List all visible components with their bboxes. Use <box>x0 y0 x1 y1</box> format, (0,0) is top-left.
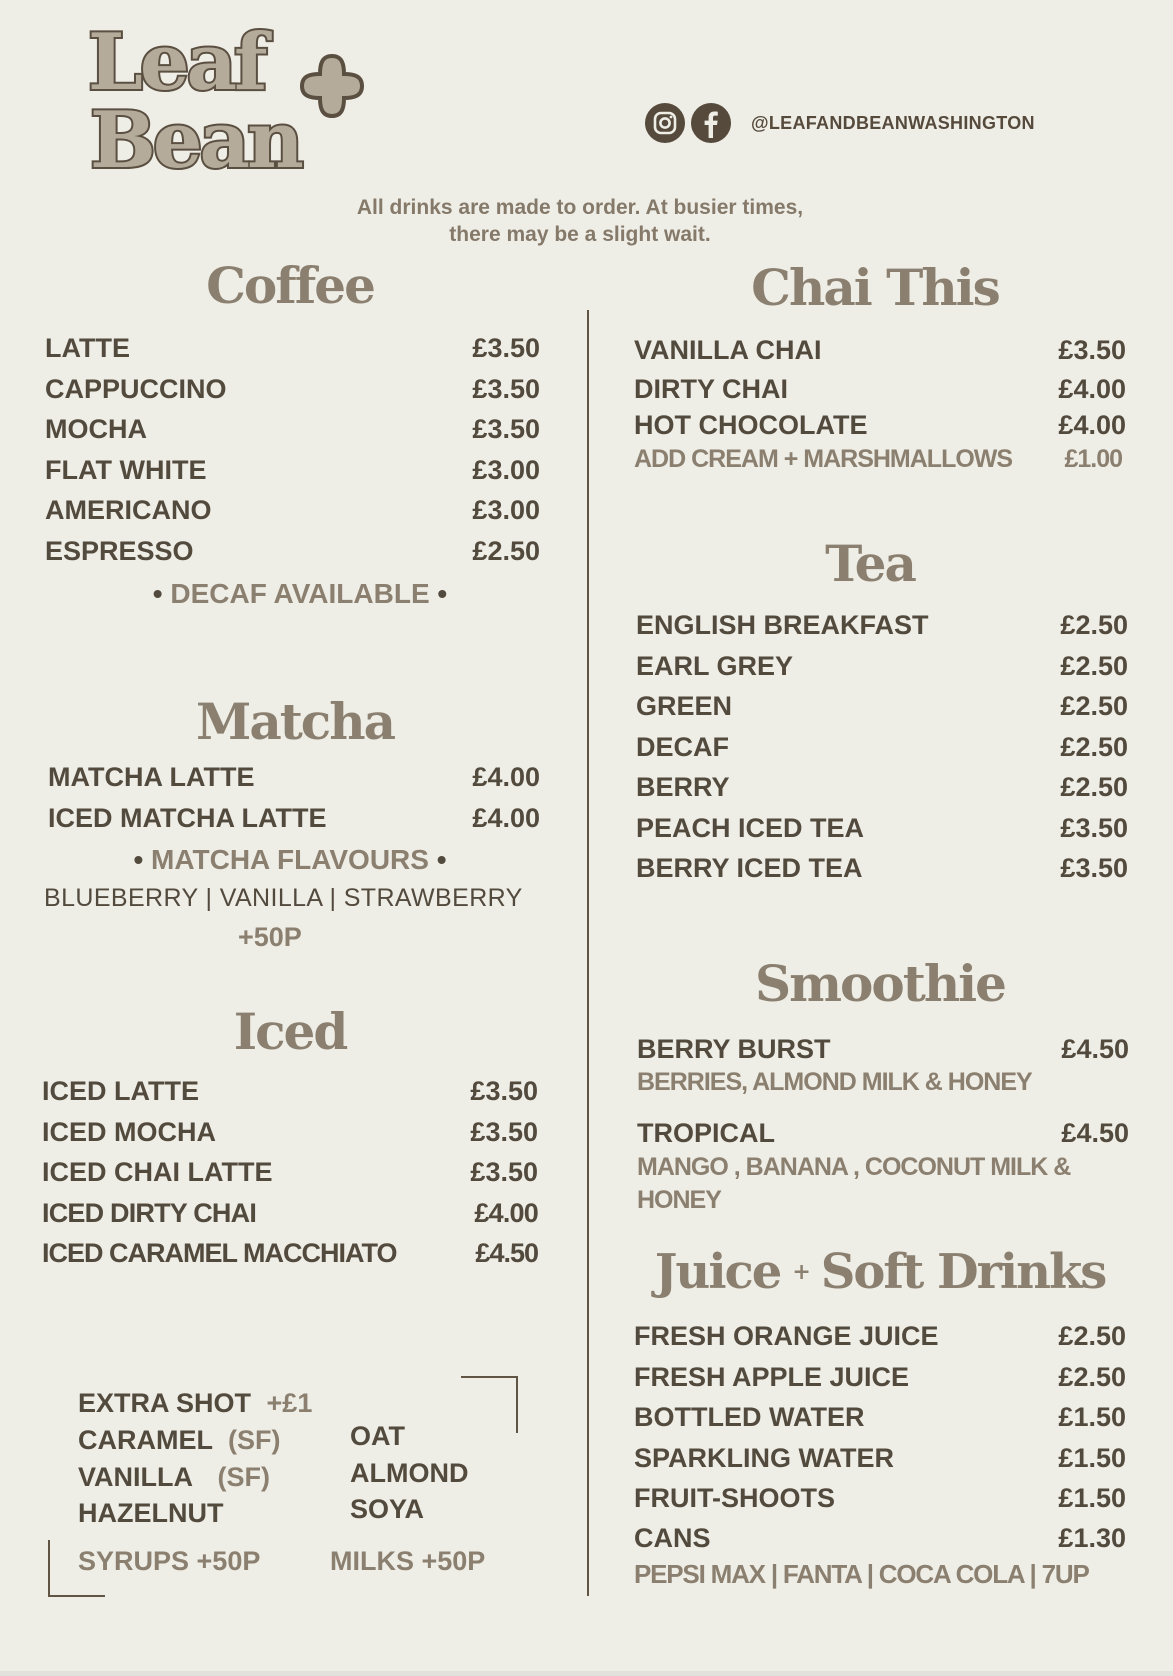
frame-corner-top-right <box>461 1376 518 1433</box>
item-name: FRESH ORANGE JUICE <box>634 1321 939 1351</box>
bullet: • <box>133 844 144 875</box>
item-name: VANILLA CHAI <box>634 335 822 365</box>
item-price: £4.00 <box>1058 409 1126 440</box>
syrup-item <box>78 1495 281 1532</box>
item-name: ICED CHAI LATTE <box>42 1157 273 1187</box>
item-name: CAPPUCCINO <box>45 373 227 404</box>
item-price: £1.50 <box>1058 1402 1126 1432</box>
item-price: £1.30 <box>1058 1522 1126 1553</box>
facebook-icon[interactable] <box>691 103 731 143</box>
item-name: DECAF <box>636 731 729 762</box>
item-name: MOCHA <box>45 414 147 444</box>
title-part1: Juice <box>654 1244 781 1300</box>
item-description: BERRIES, ALMOND MILK & HONEY <box>637 1068 1032 1096</box>
item-price: £3.00 <box>472 495 540 525</box>
bullet: • <box>152 578 163 609</box>
menu-item <box>636 808 1128 849</box>
syrup-name: CARAMEL <box>78 1425 213 1455</box>
section-title-chai: Chai This <box>751 258 999 317</box>
menu-item <box>634 407 1126 443</box>
item-price: £3.50 <box>1058 335 1126 365</box>
menu-item <box>636 686 1128 727</box>
menu-item <box>636 767 1128 808</box>
extra-shot-price: +£1 <box>266 1388 313 1418</box>
chai-list <box>634 330 1126 475</box>
syrups-price-label: SYRUPS +50P <box>78 1546 261 1576</box>
menu-item <box>45 409 540 450</box>
item-name: CANS <box>634 1522 711 1553</box>
item-price: £1.50 <box>1058 1483 1126 1513</box>
item-name: ENGLISH BREAKFAST <box>636 610 929 640</box>
matcha-flavours-label: MATCHA FLAVOURS <box>151 844 429 875</box>
item-price: £2.50 <box>1060 610 1128 640</box>
item-price: £3.50 <box>470 1116 538 1147</box>
coffee-list <box>45 328 540 571</box>
chai-addon <box>634 443 1126 475</box>
item-name: FRESH APPLE JUICE <box>634 1361 910 1392</box>
item-name: BERRY <box>636 772 730 802</box>
page-bottom-edge <box>0 1671 1173 1676</box>
matcha-flavours-title <box>80 844 500 876</box>
brand-logo <box>88 18 378 188</box>
menu-item <box>637 1115 1129 1151</box>
item-price: £3.50 <box>470 1157 538 1187</box>
item-price: £4.50 <box>1061 1034 1129 1064</box>
item-name: EARL GREY <box>636 650 794 681</box>
item-name: ICED LATTE <box>42 1076 199 1106</box>
syrup-item <box>78 1459 281 1496</box>
extra-shot <box>78 1385 312 1422</box>
syrup-name: VANILLA <box>78 1461 192 1492</box>
bullet: • <box>436 844 447 875</box>
item-name: DIRTY CHAI <box>634 373 789 404</box>
item-name: FRUIT-SHOOTS <box>634 1483 835 1513</box>
menu-item <box>634 1478 1126 1519</box>
addon-price: £1.00 <box>1064 444 1122 473</box>
item-price: £4.00 <box>472 802 540 833</box>
item-price: £4.00 <box>472 762 540 792</box>
matcha-list <box>48 757 540 838</box>
menu-item <box>42 1193 538 1234</box>
menu-item <box>45 328 540 369</box>
milk-item: SOYA <box>350 1494 425 1524</box>
syrup-tag: (SF) <box>217 1461 270 1492</box>
item-price: £3.50 <box>472 333 540 363</box>
item-description: MANGO , BANANA , COCONUT MILK & HONEY <box>637 1153 1071 1214</box>
item-price: £4.50 <box>475 1238 538 1268</box>
syrup-list <box>78 1422 281 1532</box>
item-price: £4.00 <box>474 1197 538 1228</box>
syrup-name: HAZELNUT <box>78 1498 224 1528</box>
tagline: All drinks are made to order. At busier times, there may be a slight wait. <box>356 196 804 246</box>
item-price: £4.00 <box>1058 373 1126 404</box>
menu-item <box>636 727 1128 768</box>
menu-item <box>637 1032 1129 1066</box>
menu-item <box>634 330 1126 371</box>
item-price: £2.50 <box>1060 691 1128 721</box>
section-title-smoothie: Smoothie <box>755 954 1005 1013</box>
item-price: £3.00 <box>472 454 540 485</box>
logo-word-leaf: Leaf <box>88 17 265 108</box>
menu-item <box>42 1112 538 1153</box>
menu-item <box>45 531 540 572</box>
title-plus: + <box>792 1259 809 1285</box>
instagram-icon[interactable] <box>645 103 685 143</box>
item-name: BOTTLED WATER <box>634 1402 865 1432</box>
section-title-iced: Iced <box>233 1002 347 1061</box>
bullet: • <box>437 578 448 609</box>
item-name: SPARKLING WATER <box>634 1442 894 1473</box>
decaf-note-text: DECAF AVAILABLE <box>170 578 430 609</box>
column-divider <box>587 310 589 1596</box>
item-price: £3.50 <box>470 1076 538 1106</box>
smoothie-list <box>637 1032 1129 1217</box>
item-price: £2.50 <box>1060 650 1128 681</box>
logo-word-bean: Bean <box>90 95 301 186</box>
menu-item <box>636 848 1128 889</box>
menu-item <box>634 1316 1126 1357</box>
iced-list <box>42 1071 538 1274</box>
item-name: ESPRESSO <box>45 535 194 566</box>
item-name: PEACH ICED TEA <box>636 812 865 843</box>
menu-item <box>48 798 540 839</box>
item-price: £2.50 <box>1058 1361 1126 1392</box>
item-name: GREEN <box>636 691 733 721</box>
menu-item <box>48 757 540 798</box>
item-price: £1.50 <box>1058 1442 1126 1473</box>
matcha-flavours-list: BLUEBERRY | VANILLA | STRAWBERRY <box>44 884 523 912</box>
section-title-tea: Tea <box>825 534 915 593</box>
tea-list <box>636 605 1128 889</box>
item-name: FLAT WHITE <box>45 454 207 485</box>
social-handle[interactable]: @LEAFANDBEANWASHINGTON <box>751 112 1035 133</box>
section-title-matcha: Matcha <box>195 692 395 751</box>
item-name: TROPICAL <box>637 1118 775 1148</box>
juice-list <box>634 1316 1126 1591</box>
menu-item <box>636 605 1128 646</box>
syrup-tag: (SF) <box>228 1425 281 1455</box>
milk-item: OAT <box>350 1421 405 1451</box>
item-price: £3.50 <box>1060 812 1128 843</box>
item-price: £4.50 <box>1061 1118 1129 1148</box>
menu-item <box>42 1233 538 1274</box>
item-name: BERRY ICED TEA <box>636 853 863 883</box>
item-name: BERRY BURST <box>637 1034 831 1064</box>
item-price: £3.50 <box>1060 853 1128 883</box>
item-name: ICED MATCHA LATTE <box>48 802 327 833</box>
milk-item: ALMOND <box>350 1457 469 1488</box>
item-name: LATTE <box>45 333 130 363</box>
item-price: £2.50 <box>472 535 540 566</box>
menu-item <box>634 1397 1126 1438</box>
item-name: HOT CHOCOLATE <box>634 409 868 440</box>
menu-item <box>634 1357 1126 1398</box>
menu-item <box>45 369 540 410</box>
milk-list <box>350 1418 468 1528</box>
item-price: £2.50 <box>1060 772 1128 802</box>
item-price: £3.50 <box>472 373 540 404</box>
item-price: £2.50 <box>1060 731 1128 762</box>
section-title-coffee: Coffee <box>206 256 374 315</box>
item-name: MATCHA LATTE <box>48 762 255 792</box>
social-bar <box>645 102 1035 144</box>
milks-price-label: MILKS +50P <box>330 1546 486 1576</box>
item-name: ICED DIRTY CHAI <box>42 1197 257 1228</box>
cans-options: PEPSI MAX | FANTA | COCA COLA | 7UP <box>634 1558 1089 1589</box>
menu-item <box>634 1438 1126 1479</box>
item-name: ICED MOCHA <box>42 1116 216 1147</box>
menu-item <box>45 450 540 491</box>
menu-item <box>42 1152 538 1193</box>
menu-item <box>45 490 540 531</box>
item-name: ICED CARAMEL MACCHIATO <box>42 1238 397 1268</box>
logo-plus-icon <box>298 52 366 120</box>
title-part2: Soft Drinks <box>820 1244 1106 1300</box>
syrup-item <box>78 1422 281 1459</box>
menu-item <box>634 1519 1126 1557</box>
menu-item <box>42 1071 538 1112</box>
item-price: £3.50 <box>472 414 540 444</box>
matcha-flavours-price: +50P <box>238 922 302 952</box>
section-title-juice <box>640 1244 1120 1300</box>
extra-shot-label: EXTRA SHOT <box>78 1388 252 1418</box>
item-name: AMERICANO <box>45 495 212 525</box>
addon-name: ADD CREAM + MARSHMALLOWS <box>634 444 1013 473</box>
item-price: £2.50 <box>1058 1321 1126 1351</box>
decaf-note <box>100 578 500 610</box>
menu-item <box>634 371 1126 407</box>
menu-item <box>636 646 1128 687</box>
